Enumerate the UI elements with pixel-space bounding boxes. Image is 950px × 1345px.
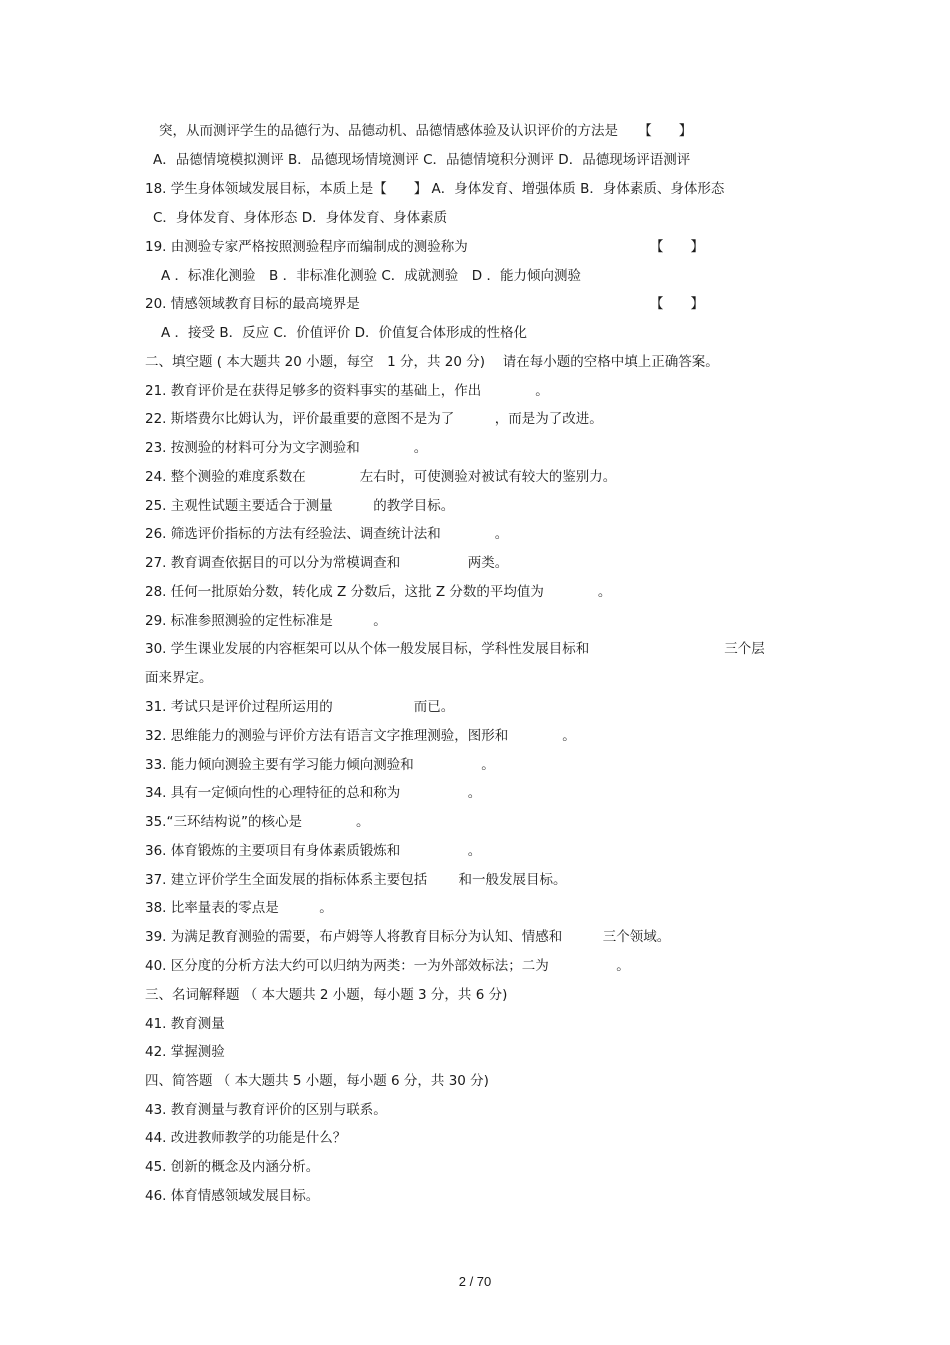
q34: 34. 具有一定倾向性的心理特征的总和称为 。	[145, 785, 482, 801]
q28: 28. 任何一批原始分数，转化成 Z 分数后，这批 Z 分数的平均值为 。	[145, 584, 612, 600]
q30: 30. 学生课业发展的内容框架可以从个体一般发展目标，学科性发展目标和 三个层	[145, 641, 765, 657]
page-number: 2 / 70	[458, 1274, 492, 1289]
q22: 22. 斯塔费尔比姆认为，评价最重要的意图不是为了 ，而是为了改进。	[145, 411, 603, 427]
section-4-heading: 四、简答题 （ 本大题共 5 小题，每小题 6 分，共 30 分)	[145, 1073, 489, 1089]
q17-stem-cont: 突，从而测评学生的品德行为、品德动机、品德情感体验及认识评价的方法是 【 】	[159, 123, 693, 139]
q20-stem: 20. 情感领域教育目标的最高境界是 【 】	[145, 296, 705, 312]
q39: 39. 为满足教育测验的需要，布卢姆等人将教育目标分为认知、情感和 三个领域。	[145, 929, 671, 945]
q38: 38. 比率量表的零点是 。	[145, 900, 333, 916]
q40: 40. 区分度的分析方法大约可以归纳为两类：一为外部效标法；二为 。	[145, 958, 630, 974]
q37: 37. 建立评价学生全面发展的指标体系主要包括 和一般发展目标。	[145, 872, 567, 888]
q21: 21. 教育评价是在获得足够多的资料事实的基础上，作出 。	[145, 383, 549, 399]
q18-stem: 18. 学生身体领域发展目标，本质上是【 】 A．身体发育、增强体质 B．身体素质、身体形态	[145, 181, 725, 197]
q26: 26. 筛选评价指标的方法有经验法、调查统计法和 。	[145, 526, 509, 542]
q19-stem: 19. 由测验专家严格按照测验程序而编制成的测验称为 【 】	[145, 239, 705, 255]
q41: 41. 教育测量	[145, 1016, 225, 1032]
q44: 44. 改进教师教学的功能是什么？	[145, 1130, 347, 1146]
section-2-heading: 二、填空题 ( 本大题共 20 小题，每空 1 分，共 20 分) 请在每小题的空格中填上正确答案。	[145, 354, 719, 370]
q19-options: A ．标准化测验 B ．非标准化测验 C．成就测验 D ．能力倾向测验	[161, 268, 581, 284]
q35: 35.“三环结构说”的核心是 。	[145, 814, 370, 830]
q45: 45. 创新的概念及内涵分析。	[145, 1159, 320, 1175]
q43: 43. 教育测量与教育评价的区别与联系。	[145, 1102, 387, 1118]
q32: 32. 思维能力的测验与评价方法有语言文字推理测验，图形和 。	[145, 728, 576, 744]
q36: 36. 体育锻炼的主要项目有身体素质锻炼和 。	[145, 843, 482, 859]
q17-options: A．品德情境模拟测评 B．品德现场情境测评 C．品德情境积分测评 D．品德现场评语测评	[153, 152, 691, 168]
q23: 23. 按测验的材料可分为文字测验和 。	[145, 440, 428, 456]
q27: 27. 教育调查依据目的可以分为常模调查和 两类。	[145, 555, 509, 571]
q18-options: C．身体发育、身体形态 D．身体发育、身体素质	[153, 210, 448, 226]
q24: 24. 整个测验的难度系数在 左右时，可使测验对被试有较大的鉴别力。	[145, 469, 617, 485]
q20-options: A ．接受 B．反应 C．价值评价 D．价值复合体形成的性格化	[161, 325, 527, 341]
section-3-heading: 三、名词解释题 （ 本大题共 2 小题，每小题 3 分，共 6 分)	[145, 987, 508, 1003]
q46: 46. 体育情感领域发展目标。	[145, 1188, 320, 1204]
q33: 33. 能力倾向测验主要有学习能力倾向测验和 。	[145, 757, 495, 773]
q29: 29. 标准参照测验的定性标准是 。	[145, 613, 387, 629]
q25: 25. 主观性试题主要适合于测量 的教学目标。	[145, 498, 455, 514]
q31: 31. 考试只是评价过程所运用的 而已。	[145, 699, 455, 715]
q42: 42. 掌握测验	[145, 1044, 225, 1060]
q30-cont: 面来界定。	[145, 670, 213, 686]
